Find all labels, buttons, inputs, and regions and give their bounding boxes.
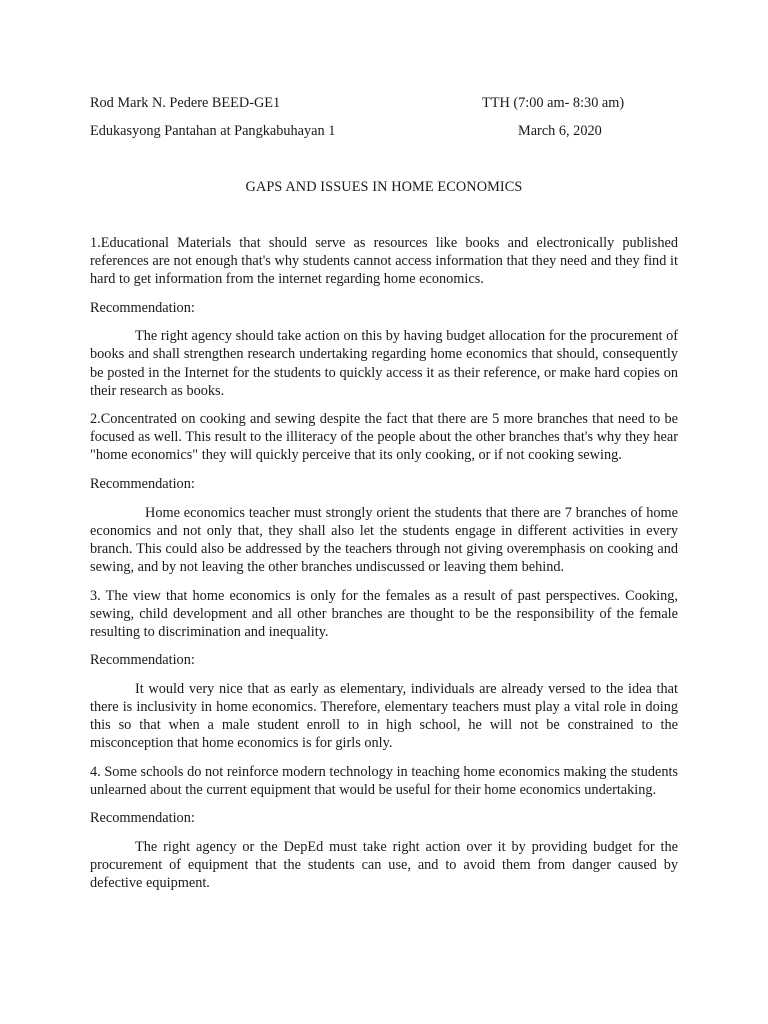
document-body (90, 234, 678, 903)
issue-2: 2.Concentrated on cooking and sewing despite the fact that there are 5 more branches that need to be focused as well. This result to the illiteracy of the people about the other branches that's why they hear "home economics" they will quickly perceive that its only cooking, or if not cooking sewing. (90, 411, 678, 464)
recommendation-label-2: Recommendation: (90, 476, 195, 493)
recommendation-1: The right agency should take action on this by having budget allocation for the procurement of books and shall strengthen research undertaking regarding home economics that should, consequently be posted in the Internet for the students to quickly access it as their reference, or make hard copies on their research as books. (90, 328, 678, 399)
subject-name: Edukasyong Pantahan at Pangkabuhayan 1 (90, 123, 336, 139)
document-date: March 6, 2020 (518, 123, 602, 139)
class-schedule: TTH (7:00 am- 8:30 am) (482, 95, 625, 111)
issue-1: 1.Educational Materials that should serve as resources like books and electronically published references are not enough that's why students cannot access information that they need and they find it hard to get information from the internet regarding home economics. (90, 235, 678, 288)
student-name-course: Rod Mark N. Pedere BEED-GE1 (90, 95, 281, 111)
recommendation-label-1: Recommendation: (90, 299, 195, 316)
issue-3: 3. The view that home economics is only for the females as a result of past perspectives. Cooking, sewing, child development and all other branches are thought to be the responsibility of the female resulting to discrimination and inequality. (90, 587, 678, 640)
header-row-1 (90, 94, 678, 112)
recommendation-2: Home economics teacher must strongly orient the students that there are 7 branches of home economics and not only that, they shall also let the students engage in different activities in every branch. This could also be addressed by the teachers through not giving overemphasis on cooking and sewing, and by not leaving the other branches undiscussed or leaving them behind. (90, 504, 678, 575)
recommendation-label-3: Recommendation: (90, 652, 195, 669)
recommendation-4: The right agency or the DepEd must take right action over it by providing budget for the procurement of equipment that the students can use, and to avoid them from danger caused by defective equipment. (90, 839, 678, 892)
recommendation-label-4: Recommendation: (90, 810, 195, 827)
issue-4: 4. Some schools do not reinforce modern technology in teaching home economics making the students unlearned about the current equipment that would be useful for their home economics undertaking. (90, 763, 678, 798)
recommendation-3: It would very nice that as early as elementary, individuals are already versed to the idea that there is inclusivity in home economics. Therefore, elementary teachers must play a vital role in doing this so that when a male student enroll to in high school, he will not be constrained to the misconception that home economics is for girls only. (90, 680, 678, 752)
document-title: GAPS AND ISSUES IN HOME ECONOMICS (245, 179, 523, 195)
header-row-2 (90, 122, 678, 140)
